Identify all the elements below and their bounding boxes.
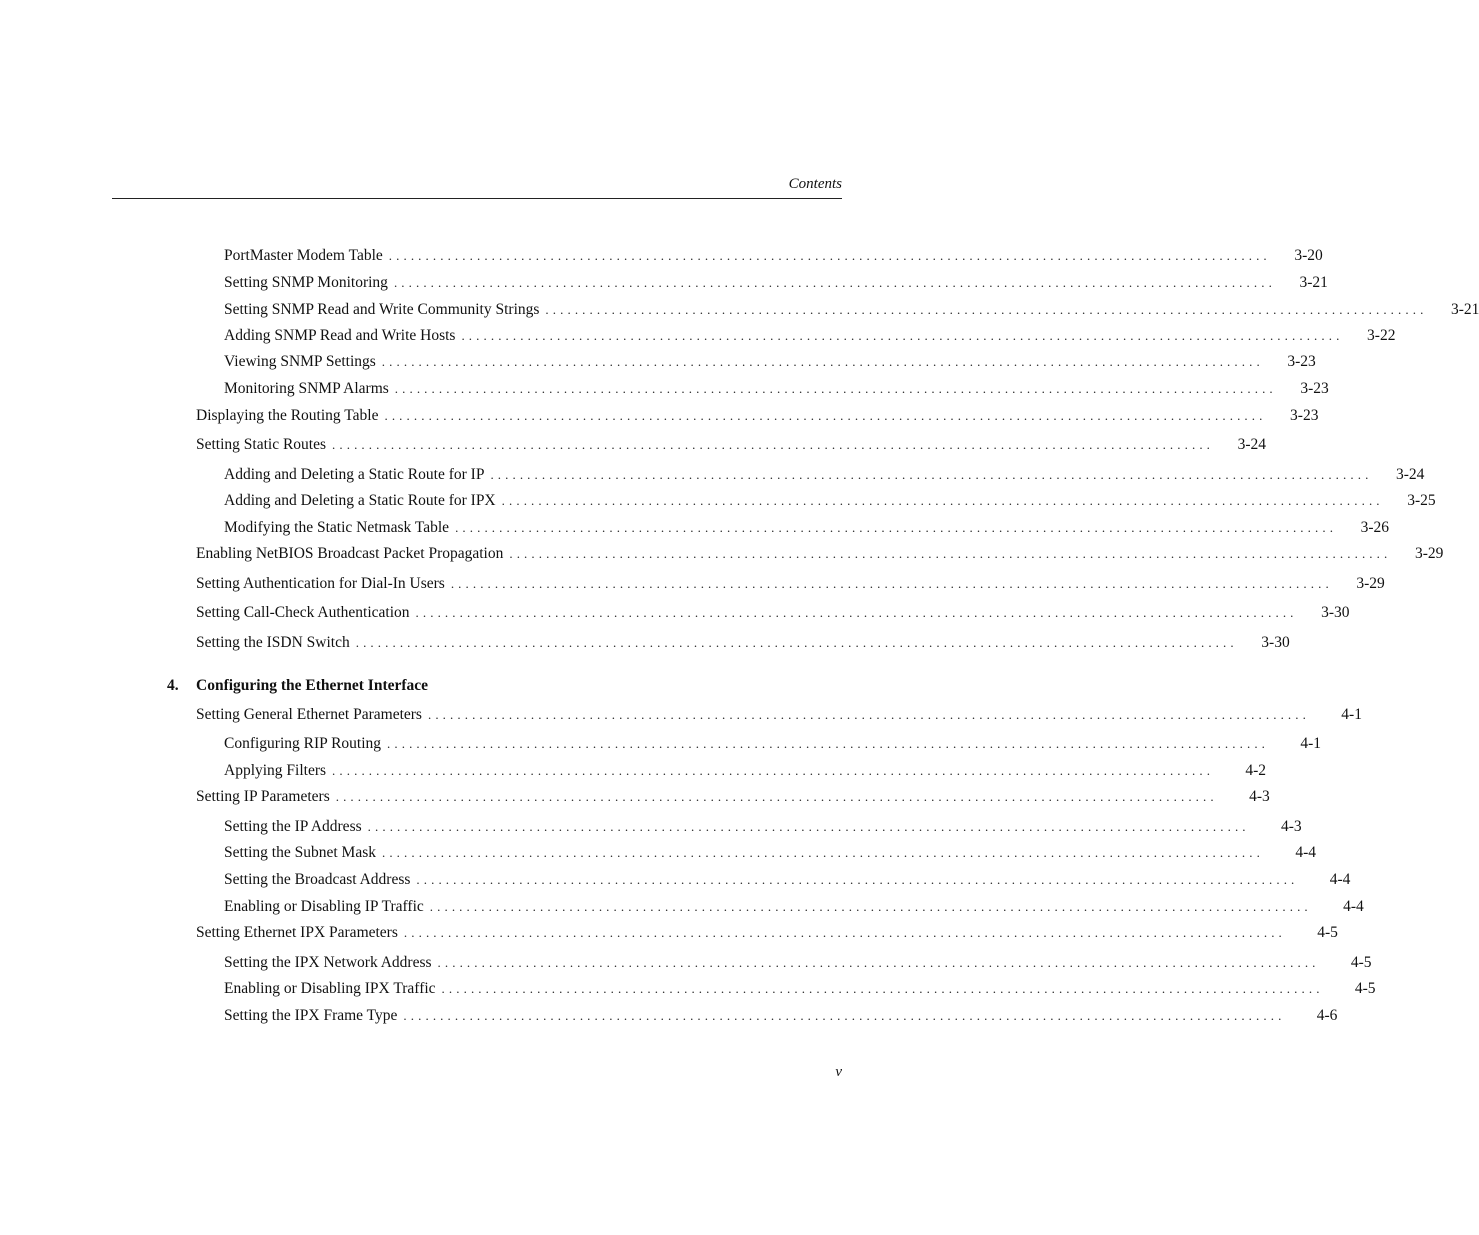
- toc-entry[interactable]: [224, 762, 1267, 782]
- toc-entry-title: Setting SNMP Monitoring: [224, 274, 388, 291]
- toc-entry-title: Setting Static Routes: [196, 436, 327, 453]
- toc-entry-page: 3-29: [1356, 575, 1385, 592]
- toc-entry-page: 4-5: [1354, 980, 1376, 997]
- toc-entry-page: 3-23: [1290, 407, 1319, 424]
- dot-leader: ........................................................................................................................: [461, 328, 1344, 343]
- dot-leader: ........................................................................................................................: [388, 248, 1271, 263]
- toc-entry-page: 4-3: [1280, 818, 1302, 835]
- toc-entry-page: 4-5: [1350, 954, 1372, 971]
- dot-leader: ........................................................................................................................: [381, 845, 1264, 860]
- toc-entry-title: Setting Authentication for Dial-In Users: [196, 575, 445, 592]
- toc-entry-page: 4-5: [1317, 924, 1338, 941]
- toc-entry[interactable]: [196, 436, 1267, 456]
- toc-entry-title: Modifying the Static Netmask Table: [224, 519, 450, 536]
- toc-entry-page: 3-23: [1287, 353, 1316, 370]
- toc-entry[interactable]: [224, 353, 1316, 373]
- running-header: Contents: [788, 176, 842, 192]
- toc-entry-title: Enabling NetBIOS Broadcast Packet Propagation: [196, 545, 504, 562]
- toc-entry-page: 4-1: [1300, 735, 1322, 752]
- dot-leader: ........................................................................................................................: [393, 275, 1276, 290]
- toc-entry-title: Setting Call-Check Authentication: [196, 604, 410, 621]
- toc-entry-page: 3-30: [1261, 634, 1290, 651]
- toc-entry-title: Applying Filters: [224, 762, 327, 779]
- toc-entry[interactable]: [196, 575, 1385, 595]
- toc-entry[interactable]: [224, 871, 1351, 891]
- toc-entry-title: Adding and Deleting a Static Route for IP: [224, 466, 485, 483]
- dot-leader: ........................................................................................................................: [381, 354, 1264, 369]
- toc-entry-page: 3-22: [1367, 327, 1396, 344]
- toc-entry-page: 4-4: [1295, 844, 1316, 861]
- toc-entry[interactable]: [224, 247, 1323, 267]
- toc-entry-title: Setting the Subnet Mask: [224, 844, 376, 861]
- toc-entry-title: Enabling or Disabling IPX Traffic: [224, 980, 436, 997]
- toc-entry-page: 3-23: [1300, 380, 1329, 397]
- dot-leader: ........................................................................................................................: [509, 546, 1392, 561]
- toc-entry-page: 3-30: [1321, 604, 1350, 621]
- dot-leader: ........................................................................................................................: [367, 819, 1250, 834]
- toc-entry[interactable]: [196, 788, 1270, 808]
- toc-entry-page: 4-3: [1249, 788, 1270, 805]
- toc-entry[interactable]: [224, 818, 1302, 838]
- dot-leader: ........................................................................................................................: [355, 635, 1238, 650]
- toc-entry-page: 3-24: [1237, 436, 1267, 453]
- toc-entry[interactable]: [224, 735, 1322, 755]
- dot-leader: ........................................................................................................................: [455, 520, 1338, 535]
- dot-leader: ........................................................................................................................: [437, 955, 1320, 970]
- toc-entry[interactable]: [196, 407, 1319, 427]
- page-number: v: [835, 1064, 842, 1080]
- toc-entry-page: 4-4: [1343, 898, 1364, 915]
- toc-entry-page: 4-2: [1245, 762, 1267, 779]
- dot-leader: ........................................................................................................................: [450, 576, 1333, 591]
- dot-leader: ........................................................................................................................: [335, 789, 1218, 804]
- toc-entry-title: Setting the IPX Frame Type: [224, 1007, 398, 1024]
- toc-entry-page: 3-21: [1299, 274, 1328, 291]
- toc-entry[interactable]: [224, 327, 1396, 347]
- dot-leader: ........................................................................................................................: [416, 872, 1299, 887]
- toc-entry-title: Adding and Deleting a Static Route for IPX: [224, 492, 496, 509]
- toc-entry[interactable]: [224, 380, 1329, 400]
- toc-entry[interactable]: [224, 898, 1364, 918]
- toc-entry-title: PortMaster Modem Table: [224, 247, 383, 264]
- toc-entry[interactable]: [196, 545, 1444, 565]
- dot-leader: ........................................................................................................................: [394, 381, 1277, 396]
- dot-leader: ........................................................................................................................: [427, 707, 1310, 722]
- toc-entry-title: Setting the Broadcast Address: [224, 871, 411, 888]
- toc-entry[interactable]: [224, 954, 1372, 974]
- toc-entry-title: Displaying the Routing Table: [196, 407, 379, 424]
- toc-entry-title: Viewing SNMP Settings: [224, 353, 376, 370]
- toc-entry[interactable]: [196, 604, 1350, 624]
- chapter-title: Configuring the Ethernet Interface: [196, 677, 429, 694]
- dot-leader: ........................................................................................................................: [332, 437, 1215, 452]
- toc-entry-title: Setting the ISDN Switch: [196, 634, 350, 651]
- toc-entry-page: 3-29: [1414, 545, 1444, 562]
- toc-entry-page: 4-6: [1316, 1007, 1338, 1024]
- toc-entry-title: Setting the IPX Network Address: [224, 954, 432, 971]
- dot-leader: ........................................................................................................................: [403, 1008, 1286, 1023]
- toc-entry[interactable]: [224, 301, 1479, 321]
- toc-entry[interactable]: [224, 844, 1316, 864]
- chapter-number: 4.: [167, 677, 179, 694]
- toc-entry-page: 3-26: [1360, 519, 1390, 536]
- toc-entry-title: Setting the IP Address: [224, 818, 362, 835]
- toc-entry[interactable]: [224, 466, 1425, 486]
- toc-entry-page: 3-21: [1451, 301, 1479, 318]
- toc-entry-page: 4-1: [1341, 706, 1362, 723]
- toc-entry[interactable]: [196, 706, 1362, 726]
- toc-entry[interactable]: [196, 924, 1338, 944]
- dot-leader: ........................................................................................................................: [490, 467, 1373, 482]
- toc-entry-page: 3-20: [1294, 247, 1323, 264]
- dot-leader: ........................................................................................................................: [501, 493, 1384, 508]
- toc-entry-page: 3-25: [1407, 492, 1436, 509]
- toc-entry-title: Setting General Ethernet Parameters: [196, 706, 422, 723]
- dot-leader: ........................................................................................................................: [415, 605, 1298, 620]
- chapter-heading[interactable]: [167, 677, 428, 695]
- toc-entry-title: Enabling or Disabling IP Traffic: [224, 898, 424, 915]
- header-rule: [112, 198, 842, 199]
- toc-entry[interactable]: [224, 519, 1390, 539]
- toc-entry-title: Monitoring SNMP Alarms: [224, 380, 389, 397]
- toc-entry-title: Setting SNMP Read and Write Community Strings: [224, 301, 540, 318]
- dot-leader: ........................................................................................................................: [384, 408, 1267, 423]
- toc-entry-title: Setting IP Parameters: [196, 788, 330, 805]
- dot-leader: ........................................................................................................................: [332, 763, 1215, 778]
- toc-entry[interactable]: [196, 634, 1290, 654]
- toc-entry-title: Adding SNMP Read and Write Hosts: [224, 327, 456, 344]
- dot-leader: ........................................................................................................................: [545, 302, 1428, 317]
- toc-entry-page: 3-24: [1396, 466, 1425, 483]
- dot-leader: ........................................................................................................................: [441, 981, 1324, 996]
- toc-entry-title: Setting Ethernet IPX Parameters: [196, 924, 398, 941]
- toc-entry-page: 4-4: [1329, 871, 1351, 888]
- toc-entry[interactable]: [224, 1007, 1338, 1027]
- toc-entry[interactable]: [224, 274, 1328, 294]
- dot-leader: ........................................................................................................................: [403, 925, 1286, 940]
- dot-leader: ........................................................................................................................: [429, 899, 1312, 914]
- dot-leader: ........................................................................................................................: [387, 736, 1270, 751]
- toc-entry[interactable]: [224, 492, 1436, 512]
- toc-entry-title: Configuring RIP Routing: [224, 735, 382, 752]
- toc-entry[interactable]: [224, 980, 1376, 1000]
